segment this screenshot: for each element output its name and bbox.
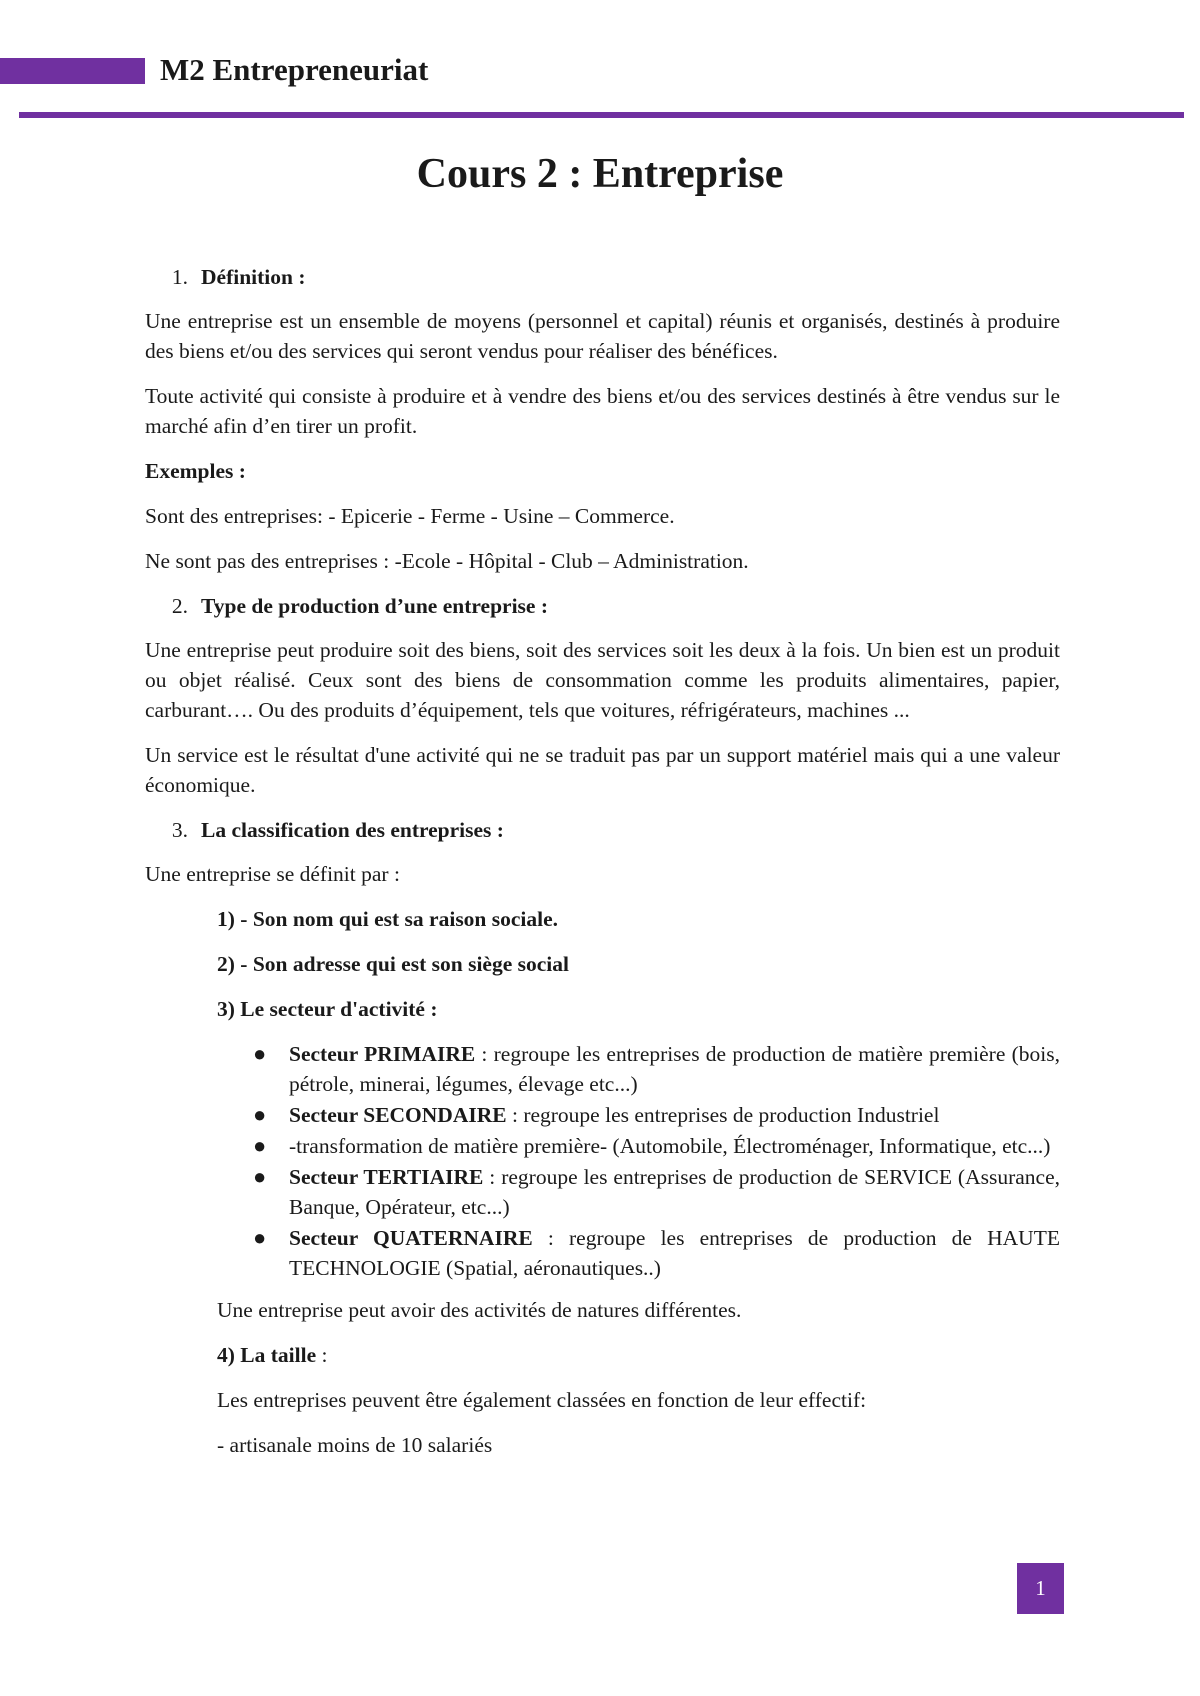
sector-description: -transformation de matière première- (Automobile, Électroménager, Informatique, etc...) [289,1134,1051,1158]
section-heading-classification [145,815,1060,845]
size-line: - artisanale moins de 10 salariés [217,1433,493,1457]
paragraph: Les entreprises peuvent être également classées en fonction de leur effectif: [217,1388,867,1412]
example-line: Sont des entreprises: - Epicerie - Ferme - Usine – Commerce. [145,504,675,528]
header-title: M2 Entrepreneuriat [160,52,429,87]
examples-label: Exemples : [145,459,246,483]
document-title: Cours 2 : Entreprise [416,151,784,197]
list-item [217,1131,1060,1161]
definition-item: 2) - Son adresse qui est son siège social [217,952,569,976]
sector-name: Secteur QUATERNAIRE [289,1226,533,1250]
sector-name: Secteur SECONDAIRE [289,1103,507,1127]
sector-description: : regroupe les entreprises de production Industriel [506,1103,940,1127]
definition-item: 3) Le secteur d'activité : [217,997,438,1021]
example-line: Ne sont pas des entreprises : -Ecole - Hôpital - Club – Administration. [145,549,749,573]
section-heading-production [145,591,1060,621]
header-accent-tab [0,58,145,84]
list-item [217,1223,1060,1283]
size-label: 4) La taille [217,1343,317,1367]
paragraph: Une entreprise se définit par : [145,862,400,886]
section-number: 1. [171,265,188,289]
paragraph: Une entreprise peut avoir des activités de natures différentes. [217,1298,742,1322]
sector-description: : regroupe les entreprises de production de SERVICE (Assurance, Banque, Opérateur, etc...) [289,1165,1060,1219]
section-number: 2. [171,594,188,618]
list-item [217,1039,1060,1099]
section-heading-definition [145,262,1060,292]
page-number: 1 [1035,1576,1046,1600]
paragraph: Un service est le résultat d'une activité qui ne se traduit pas par un support matériel mais qui a une valeur économique. [145,743,1060,797]
document-body [145,262,1060,1475]
section-title: Définition : [201,265,306,289]
bullet-icon: ● [253,1133,267,1158]
paragraph: Une entreprise est un ensemble de moyens (personnel et capital) réunis et organisés, destinés à produire des biens et/ou des services qui seront vendus pour réaliser des bénéfices. [145,309,1060,363]
paragraph: Une entreprise peut produire soit des biens, soit des services soit les deux à la fois. Un bien est un produit ou objet réalisé. Ceux sont des biens de consommation comme les produits alimentaires, papier, carburant…. Ou des produits d’équipement, tels que voitures, réfrigérateurs, machines ... [145,638,1060,722]
list-item [217,1100,1060,1130]
sector-description: : regroupe les entreprises de production de HAUTE TECHNOLOGIE (Spatial, aéronautiques..) [289,1226,1060,1280]
sector-description: : regroupe les entreprises de production de matière première (bois, pétrole, minerai, légumes, élevage etc...) [289,1042,1060,1096]
section-title: La classification des entreprises : [201,818,504,842]
sector-name: Secteur TERTIAIRE [289,1165,484,1189]
size-heading [217,1340,1060,1370]
bullet-icon: ● [253,1225,267,1250]
section-title: Type de production d’une entreprise : [201,594,549,618]
paragraph: Toute activité qui consiste à produire et à vendre des biens et/ou des services destinés à être vendus sur le marché afin d’en tirer un profit. [145,384,1060,438]
definition-item: 1) - Son nom qui est sa raison sociale. [217,907,559,931]
page-number-badge [1017,1563,1064,1614]
header-rule [19,112,1184,118]
bullet-icon: ● [253,1041,267,1066]
bullet-icon: ● [253,1164,267,1189]
sector-name: Secteur PRIMAIRE [289,1042,476,1066]
size-suffix: : [316,1343,328,1367]
section-number: 3. [171,818,188,842]
sector-list [217,1039,1060,1283]
list-item [217,1162,1060,1222]
bullet-icon: ● [253,1102,267,1127]
